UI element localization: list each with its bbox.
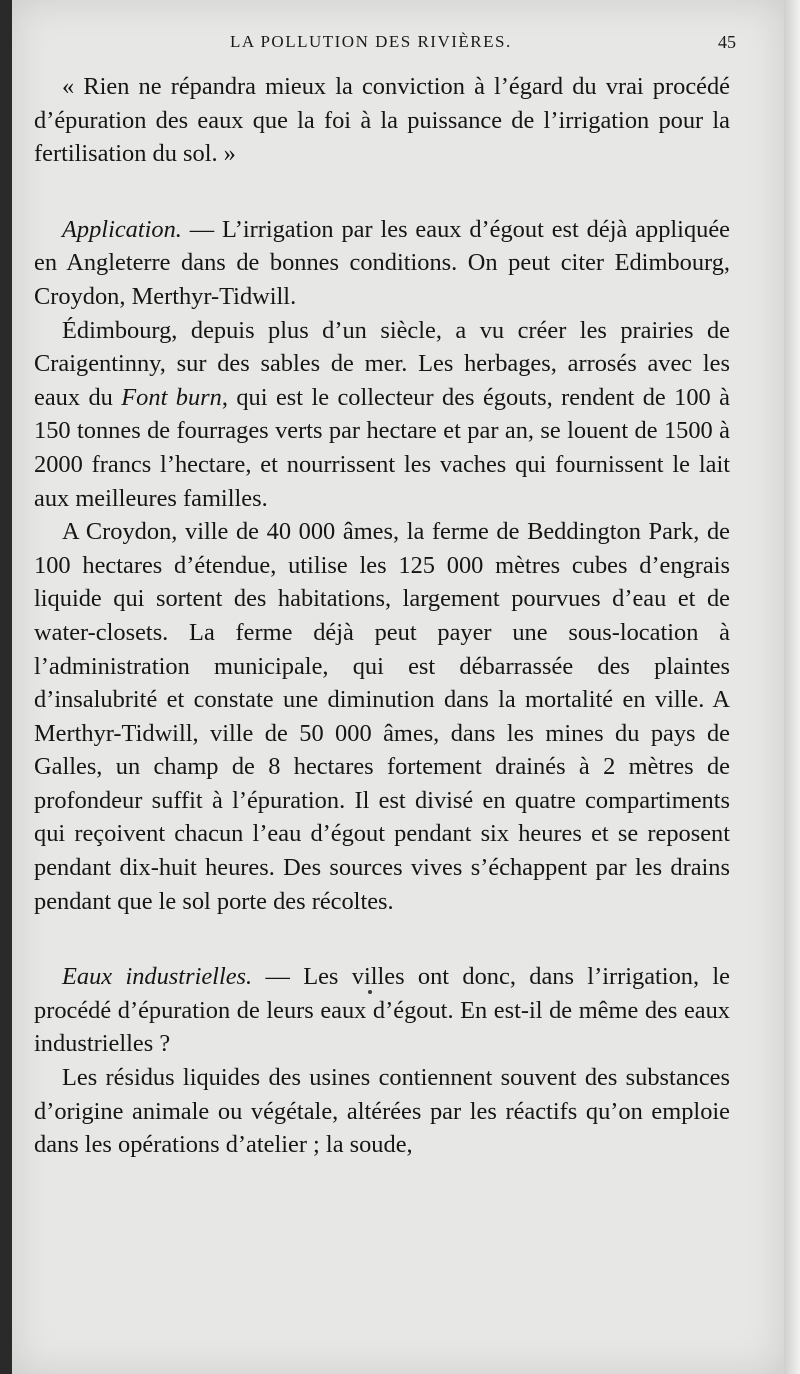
section-heading-application: Application. xyxy=(62,215,182,243)
page-number: 45 xyxy=(718,32,736,52)
edimbourg-text-b: , qui est le collecteur des égouts, rendent de 100 à 150 tonnes de fourrages verts par hectare et par an, se louent de 1500 à 2000 francs l’hectare, et nourrissent les vaches qui fournissent le lait aux meilleures familles. xyxy=(34,383,730,512)
quote-text: « Rien ne répandra mieux la conviction à l’égard du vrai procédé d’épuration des eaux que la foi à la puissance de l’irrigation pour la fertilisation du sol. » xyxy=(34,73,730,168)
eaux-industrielles-text: — Les villes ont donc, dans l’irrigation, le procédé d’épuration de leurs eaux d’égout. En est-il de même des eaux industrielles ? xyxy=(34,963,730,1058)
paragraph-edimbourg xyxy=(34,314,730,516)
paragraph-quote xyxy=(34,70,730,171)
running-title: LA POLLUTION DES RIVIÈRES. xyxy=(230,32,512,51)
edimbourg-text-a: Édimbourg, depuis plus d’un siècle, a vu créer les prairies de Craigentinny, sur des sables de mer. Les herbages, arrosés avec les eaux du xyxy=(34,316,730,411)
paragraph-croydon xyxy=(34,515,730,918)
residus-text: Les résidus liquides des usines contiennent souvent des substances d’origine animale ou végétale, altérées par les réactifs qu’on emploie dans les opérations d’atelier ; la soude, xyxy=(34,1064,730,1159)
croydon-text: A Croydon, ville de 40 000 âmes, la ferme de Beddington Park, de 100 hectares d’étendue, utilise les 125 000 mètres cubes d’engrais liquide qui sortent des habitations, largement pourvues d’eau et de water-closets. La ferme déjà peut payer une sous-location à l’administration municipale, qui est débarrassée des plaintes d’insalubrité et constate une diminution dans la mortalité en ville. A Merthyr-Tidwill, ville de 50 000 âmes, dans les mines du pays de Galles, un champ de 8 hectares fortement drainés à 2 mètres de profondeur suffit à l’épuration. Il est divisé en quatre compartiments qui reçoivent chacun l’eau d’égout pendant six heures et se reposent pendant dix-huit heures. Des sources vives s’échappent par les drains pendant que le sol porte des récoltes. xyxy=(34,518,730,915)
print-speck xyxy=(368,990,372,994)
application-text: — L’irrigation par les eaux d’égout est déjà appliquée en Angleterre dans de bonnes conditions. On peut citer Edimbourg, Croydon, Merthyr-Tidwill. xyxy=(34,215,730,310)
body-text xyxy=(34,70,730,1162)
paragraph-application xyxy=(34,213,730,314)
page-edge xyxy=(784,0,800,1374)
book-page xyxy=(12,0,784,1374)
paragraph-residus xyxy=(34,1061,730,1162)
font-burn-name: Font burn xyxy=(121,383,222,411)
paragraph-eaux-industrielles xyxy=(34,960,730,1061)
running-header xyxy=(12,30,784,60)
section-heading-eaux-industrielles: Eaux industrielles. xyxy=(62,963,253,991)
